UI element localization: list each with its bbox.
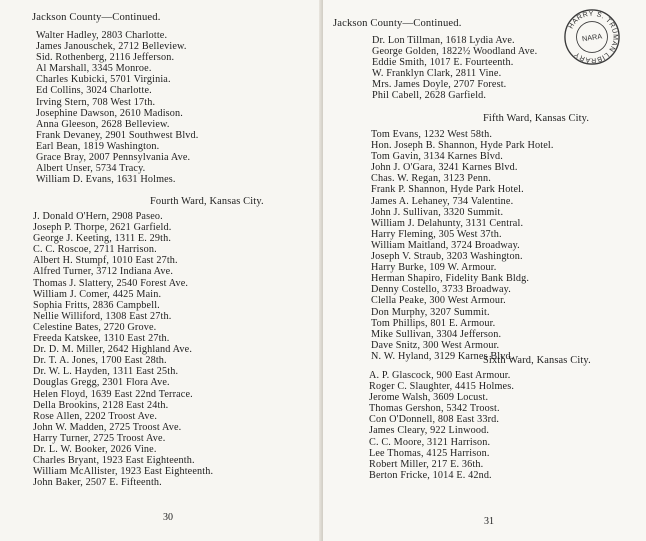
entry-line: John Baker, 2507 E. Fifteenth.	[33, 477, 162, 489]
entry-line: Denny Costello, 3733 Broadway.	[371, 284, 511, 296]
entry-line: Roger C. Slaughter, 4415 Holmes.	[369, 381, 515, 393]
fourth-ward-heading: Fourth Ward, Kansas City.	[150, 196, 264, 207]
entry-line: William D. Evans, 1631 Holmes.	[36, 174, 176, 186]
entry-line: C. C. Roscoe, 2711 Harrison.	[33, 244, 157, 256]
entry-line: Charles Bryant, 1923 East Eighteenth.	[33, 455, 195, 467]
left-entries-county	[36, 30, 198, 185]
entry-line: John J. Sullivan, 3320 Summit.	[371, 206, 504, 218]
entry-line: Dr. W. L. Hayden, 1311 East 25th.	[33, 366, 179, 378]
entry-line: Harry Fleming, 305 West 37th.	[371, 228, 502, 240]
entry-line: Tom Gavin, 3134 Karnes Blvd.	[371, 151, 503, 163]
entry-line: N. W. Hyland, 3129 Karnes Blvd.	[371, 350, 514, 362]
entry-line: W. Franklyn Clark, 2811 Vine.	[372, 68, 502, 80]
entry-line: Chas. W. Regan, 3123 Penn.	[371, 173, 491, 185]
entry-line: Jerome Walsh, 3609 Locust.	[369, 392, 489, 404]
entry-line: Anna Gleeson, 2628 Belleview.	[36, 118, 170, 130]
entry-line: Hon. Joseph B. Shannon, Hyde Park Hotel.	[371, 140, 554, 152]
stamp-ring-text: HARRY S. TRUMAN LIBRARY	[567, 10, 619, 64]
entry-line: Rose Allen, 2202 Troost Ave.	[33, 410, 158, 422]
entry-line: Phil Cabell, 2628 Garfield.	[372, 90, 487, 102]
entry-line: Albert H. Stumpf, 1010 East 27th.	[33, 255, 178, 267]
entry-line: Joseph P. Thorpe, 2621 Garfield.	[33, 222, 172, 234]
entry-line: Dr. T. A. Jones, 1700 East 28th.	[33, 355, 167, 367]
entry-line: William McAllister, 1923 East Eighteenth.	[33, 466, 214, 478]
entry-line: William J. Comer, 4425 Main.	[33, 288, 162, 300]
entry-line: James Janouschek, 2712 Belleview.	[36, 41, 187, 53]
entry-line: Charles Kubicki, 5701 Virginia.	[36, 74, 171, 86]
entry-line: A. P. Glascock, 900 East Armour.	[369, 370, 511, 381]
entry-line: Harry Turner, 2725 Troost Ave.	[33, 432, 166, 444]
right-page	[323, 0, 646, 541]
entry-line: Harry Burke, 109 W. Armour.	[371, 262, 497, 274]
right-entries-fifth-ward	[371, 129, 554, 362]
entry-line: Sophia Fritts, 2836 Campbell.	[33, 299, 160, 311]
entry-line: James A. Lehaney, 734 Valentine.	[371, 195, 514, 207]
entry-line: Grace Bray, 2007 Pennsylvania Ave.	[36, 152, 191, 164]
entry-line: Berton Fricke, 1014 E. 42nd.	[369, 469, 492, 481]
left-entries-fourth-ward	[33, 211, 213, 488]
entry-line: J. Donald O'Hern, 2908 Paseo.	[33, 211, 163, 222]
library-stamp	[563, 8, 621, 66]
fifth-ward-heading: Fifth Ward, Kansas City.	[483, 113, 590, 124]
entry-line: Mike Sullivan, 3304 Jefferson.	[371, 328, 502, 340]
left-page-heading: Jackson County—Continued.	[32, 12, 161, 23]
sixth-ward-heading: Sixth Ward, Kansas City.	[483, 355, 591, 366]
entry-line: Dr. Lon Tillman, 1618 Lydia Ave.	[372, 35, 515, 46]
entry-line: Joseph V. Straub, 3203 Washington.	[371, 251, 523, 263]
entry-line: Robert Miller, 217 E. 36th.	[369, 458, 484, 470]
entry-line: George Golden, 1822½ Woodland Ave.	[372, 46, 538, 58]
entry-line: Eddie Smith, 1017 E. Fourteenth.	[372, 57, 514, 69]
entry-line: Frank P. Shannon, Hyde Park Hotel.	[371, 184, 524, 196]
entry-line: Josephine Dawson, 2610 Madison.	[36, 107, 183, 119]
entry-line: Thomas Gershon, 5342 Troost.	[369, 403, 500, 415]
entry-line: Alfred Turner, 3712 Indiana Ave.	[33, 266, 174, 278]
right-entries-sixth-ward	[369, 370, 514, 481]
entry-line: Helen Floyd, 1639 East 22nd Terrace.	[33, 388, 193, 400]
entry-line: Della Brookins, 2128 East 24th.	[33, 399, 169, 411]
entry-line: Tom Phillips, 801 E. Armour.	[371, 317, 496, 329]
entry-line: Al Marshall, 3345 Monroe.	[36, 63, 152, 75]
entry-line: Dave Snitz, 300 West Armour.	[371, 339, 500, 351]
entry-line: Freeda Katskee, 1310 East 27th.	[33, 333, 170, 345]
stamp-center-text: NARA	[581, 31, 603, 44]
entry-line: Don Murphy, 3207 Summit.	[371, 306, 490, 318]
entry-line: Ed Collins, 3024 Charlotte.	[36, 85, 152, 97]
entry-line: Thomas J. Slattery, 2540 Forest Ave.	[33, 277, 189, 289]
entry-line: John J. O'Gara, 3241 Karnes Blvd.	[371, 162, 518, 174]
page-number-left: 30	[163, 512, 173, 523]
entry-line: Herman Shapiro, Fidelity Bank Bldg.	[371, 273, 530, 285]
entry-line: Mrs. James Doyle, 2707 Forest.	[372, 79, 507, 91]
entry-line: James Cleary, 922 Linwood.	[369, 425, 490, 437]
entry-line: Albert Unser, 5734 Tracy.	[36, 163, 146, 175]
entry-line: Celestine Bates, 2720 Grove.	[33, 321, 157, 333]
entry-line: John W. Madden, 2725 Troost Ave.	[33, 421, 182, 433]
entry-line: C. C. Moore, 3121 Harrison.	[369, 436, 491, 448]
entry-line: Earl Bean, 1819 Washington.	[36, 140, 160, 152]
entry-line: Douglas Gregg, 2301 Flora Ave.	[33, 377, 170, 389]
entry-line: Con O'Donnell, 808 East 33rd.	[369, 414, 500, 426]
page-number-right: 31	[484, 516, 494, 527]
entry-line: George J. Keeting, 1311 E. 29th.	[33, 233, 172, 245]
entry-line: Clella Peake, 300 West Armour.	[371, 295, 506, 307]
entry-line: Tom Evans, 1232 West 58th.	[371, 129, 493, 140]
entry-line: Nellie Williford, 1308 East 27th.	[33, 310, 172, 322]
entry-line: Lee Thomas, 4125 Harrison.	[369, 447, 490, 459]
entry-line: Sid. Rothenberg, 2116 Jefferson.	[36, 52, 175, 64]
entry-line: Dr. D. M. Miller, 2642 Highland Ave.	[33, 344, 193, 356]
entry-line: Walter Hadley, 2803 Charlotte.	[36, 30, 168, 41]
right-page-heading: Jackson County—Continued.	[333, 18, 462, 29]
entry-line: Dr. L. W. Booker, 2026 Vine.	[33, 443, 157, 455]
entry-line: William Maitland, 3724 Broadway.	[371, 239, 520, 251]
entry-line: William J. Delahunty, 3131 Central.	[371, 217, 524, 229]
entry-line: Frank Devaney, 2901 Southwest Blvd.	[36, 129, 199, 141]
entry-line: Irving Stern, 708 West 17th.	[36, 96, 156, 108]
right-entries-county	[372, 35, 537, 102]
